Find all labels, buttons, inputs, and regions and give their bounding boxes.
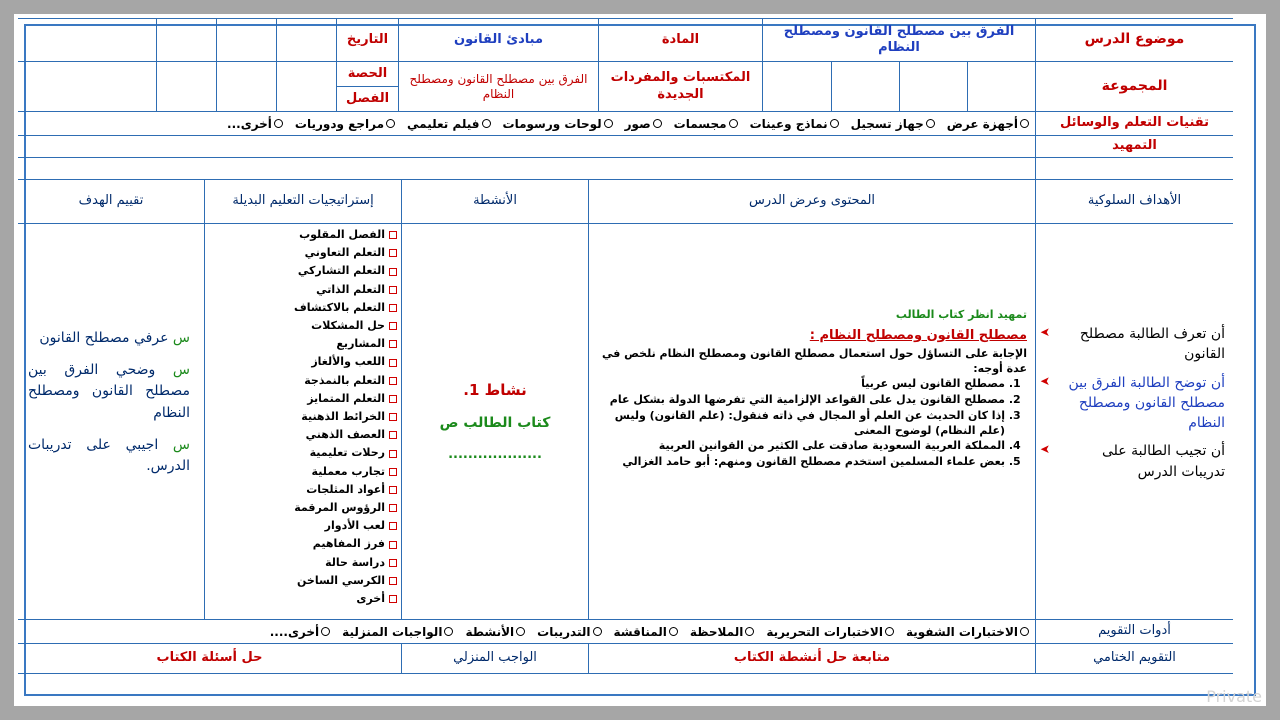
strategy-label: دراسة حالة <box>325 555 385 569</box>
content-column <box>588 224 1035 619</box>
checkbox-icon[interactable] <box>389 559 397 567</box>
group-cell-3 <box>831 62 899 111</box>
final-label: التقويم الختامي <box>1035 644 1233 673</box>
checkbox-icon[interactable] <box>389 595 397 603</box>
strategy-item[interactable] <box>205 281 397 299</box>
content-point: 3. إذا كان الحديث عن العلم أو المجال في ذاته فنقول: (علم القانون) وليس (علم النظام) لوضوح المعنى <box>599 409 1005 439</box>
strategy-item[interactable] <box>205 262 397 280</box>
radio-icon[interactable] <box>386 119 395 128</box>
option-label: أخرى... <box>227 116 272 131</box>
checkbox-icon[interactable] <box>389 340 397 348</box>
strategy-item[interactable] <box>205 390 397 408</box>
strategy-label: التعلم بالاكتشاف <box>294 300 385 314</box>
eval-option-6[interactable] <box>342 625 453 639</box>
strategy-item[interactable] <box>205 517 397 535</box>
tech-option-8[interactable] <box>227 117 283 131</box>
period-cell-1 <box>276 62 336 111</box>
intro-label: التمهيد <box>1035 136 1233 157</box>
radio-icon[interactable] <box>274 119 283 128</box>
content-point: 1. مصطلح القانون ليس عربياً <box>599 377 1005 392</box>
assessment-column <box>18 224 204 619</box>
tech-options <box>227 112 1035 135</box>
checkbox-icon[interactable] <box>389 431 397 439</box>
tech-option-6[interactable] <box>407 117 491 131</box>
date-cell-4 <box>18 19 156 61</box>
content-point: 4. المملكة العربية السعودية صادقت على الكثير من القوانين العربية <box>599 439 1005 454</box>
objective-item <box>1040 373 1225 434</box>
strategy-item[interactable] <box>205 426 397 444</box>
assessment-text: اجيبي على تدريبات الدرس. <box>28 436 190 475</box>
group-cell-4 <box>762 62 831 111</box>
checkbox-icon[interactable] <box>389 268 397 276</box>
strategy-label: المشاريع <box>336 337 385 351</box>
strategy-item[interactable] <box>205 444 397 462</box>
strategy-label: التعلم الذاتي <box>316 282 385 296</box>
option-label: صور <box>624 116 651 131</box>
checkbox-icon[interactable] <box>389 304 397 312</box>
objective-item <box>1040 441 1225 482</box>
assessment-item <box>28 435 190 478</box>
col-objectives: الأهداف السلوكية <box>1035 180 1233 223</box>
activity-book: كتاب الطالب ص <box>439 415 551 431</box>
strategy-label: التعلم المتمايز <box>307 391 385 405</box>
eval-option-4[interactable] <box>537 625 601 639</box>
strategy-item[interactable] <box>205 335 397 353</box>
date-label: التاريخ <box>336 19 398 61</box>
objective-item <box>1040 324 1225 365</box>
radio-icon[interactable] <box>1020 627 1029 636</box>
class-label: الفصل <box>345 90 390 106</box>
strategy-label: التعلم التعاوني <box>304 246 385 260</box>
assessment-marker: س <box>168 330 190 346</box>
eval-option-5[interactable] <box>465 625 525 639</box>
radio-icon[interactable] <box>653 119 662 128</box>
objectives-column <box>1035 224 1233 619</box>
tech-option-4[interactable] <box>625 117 662 131</box>
strategy-label: رحلات تعليمية <box>309 446 385 460</box>
eval-option-2[interactable] <box>690 625 754 639</box>
activity-dots: ................... <box>448 447 542 462</box>
checkbox-icon[interactable] <box>389 468 397 476</box>
strategy-item[interactable] <box>205 463 397 481</box>
period-cell-2 <box>216 62 276 111</box>
strategy-label: الكرسي الساخن <box>297 573 385 587</box>
strategy-label: لعب الأدوار <box>324 519 385 533</box>
strategy-item[interactable] <box>205 317 397 335</box>
topic-value: الفرق بين مصطلح القانون ومصطلح النظام <box>762 19 1035 61</box>
option-label: مراجع ودوريات <box>294 116 385 131</box>
strategy-list <box>205 226 401 608</box>
checkbox-icon[interactable] <box>389 377 397 385</box>
homework-value: حل أسئلة الكتاب <box>156 650 263 666</box>
option-label: أخرى.... <box>269 624 320 639</box>
tech-option-0[interactable] <box>947 117 1029 131</box>
vocab-label: المكتسبات والمفردات الجديدة <box>598 62 762 111</box>
intro-blank-cell <box>1035 158 1233 179</box>
strategy-item[interactable] <box>205 572 397 590</box>
subject-value: مبادئ القانون <box>398 19 598 61</box>
eval-option-1[interactable] <box>766 625 894 639</box>
content-points <box>599 377 1027 470</box>
homework-label: الواجب المنزلي <box>401 644 588 673</box>
col-activities: الأنشطة <box>401 180 588 223</box>
subject-label: المادة <box>598 19 762 61</box>
option-label: الواجبات المنزلية <box>342 624 443 639</box>
radio-icon[interactable] <box>745 627 754 636</box>
strategy-label: أعواد المثلجات <box>306 482 385 496</box>
strategy-item[interactable] <box>205 372 397 390</box>
eval-tools-options <box>270 620 1035 643</box>
group-cell-1 <box>967 62 1035 111</box>
strategy-item[interactable] <box>205 590 397 608</box>
strategy-item[interactable] <box>205 408 397 426</box>
eval-option-7[interactable] <box>270 625 330 639</box>
tech-option-5[interactable] <box>503 117 613 131</box>
content-intro: تمهيد انظر كتاب الطالب <box>895 308 1027 321</box>
strategy-label: الرؤوس المرقمة <box>294 501 385 515</box>
activities-column <box>401 224 588 619</box>
radio-icon[interactable] <box>669 627 678 636</box>
strategy-label: التعلم التشاركي <box>297 264 385 278</box>
strategy-item[interactable] <box>205 499 397 517</box>
header-row-1 <box>18 18 1233 62</box>
radio-icon[interactable] <box>926 119 935 128</box>
tech-option-2[interactable] <box>750 117 839 131</box>
checkbox-icon[interactable] <box>389 413 397 421</box>
col-content: المحتوى وعرض الدرس <box>588 180 1035 223</box>
strategy-item[interactable] <box>205 226 397 244</box>
period-cell-4 <box>18 62 156 111</box>
content-question: الإجابة على التساؤل حول استعمال مصطلح القانون ومصطلح النظام نلخص في عدة أوجه: <box>601 347 1027 376</box>
option-label: جهاز تسجيل <box>850 116 924 131</box>
strategy-label: فرز المفاهيم <box>312 537 385 551</box>
assessment-item <box>28 360 190 425</box>
assessment-marker: س <box>155 361 191 378</box>
date-cell-3 <box>156 19 216 61</box>
period-cell-3 <box>156 62 216 111</box>
intro-row <box>18 136 1233 158</box>
tech-row <box>18 112 1233 136</box>
option-label: التدريبات <box>537 624 591 639</box>
eval-option-3[interactable] <box>614 625 678 639</box>
assessment-marker: س <box>158 436 190 453</box>
content-point: 5. بعض علماء المسلمين استخدم مصطلح القانون ومنهم: أبو حامد الغزالي <box>599 455 1005 470</box>
radio-icon[interactable] <box>729 119 738 128</box>
strategy-label: حل المشكلات <box>311 319 385 333</box>
checkbox-icon[interactable] <box>389 395 397 403</box>
objective-text: أن توضح الطالبة الفرق بين مصطلح القانون ومصطلح النظام <box>1068 374 1225 432</box>
checkbox-icon[interactable] <box>389 231 397 239</box>
header-row-2 <box>18 62 1233 112</box>
strategy-label: الخرائط الذهنية <box>301 410 385 424</box>
watermark: Private <box>1206 687 1262 706</box>
topic-label: موضوع الدرس <box>1035 19 1233 61</box>
strategy-label: الفصل المقلوب <box>299 228 385 241</box>
checkbox-icon[interactable] <box>389 504 397 512</box>
option-label: الاختبارات التحريرية <box>766 624 883 639</box>
group-cell-2 <box>899 62 967 111</box>
tech-option-7[interactable] <box>295 117 395 131</box>
strategy-label: أخرى <box>356 592 385 606</box>
option-label: أجهزة عرض <box>946 116 1018 131</box>
strategy-item[interactable] <box>205 299 397 317</box>
tech-option-3[interactable] <box>674 117 738 131</box>
arrow-icon: ➤ <box>1040 373 1051 388</box>
group-label: المجموعة <box>1035 62 1233 111</box>
col-assessment: تقييم الهدف <box>78 193 144 209</box>
option-label: الملاحظة <box>689 624 744 639</box>
checkbox-icon[interactable] <box>389 450 397 458</box>
strategies-column <box>204 224 401 619</box>
intro-blank-row <box>18 158 1233 180</box>
eval-tools-row <box>18 620 1233 644</box>
assessment-text: وضحي الفرق بين مصطلح القانون ومصطلح النظام <box>28 361 190 422</box>
columns-header-row <box>18 180 1233 224</box>
checkbox-icon[interactable] <box>389 359 397 367</box>
body-row <box>18 224 1233 620</box>
assessment-list <box>28 328 190 478</box>
col-strategies: إستراتيجيات التعليم البديلة <box>204 180 401 223</box>
objective-text: أن تعرف الطالبة مصطلح القانون <box>1079 326 1225 363</box>
lesson-plan-sheet <box>18 18 1233 688</box>
period-class-cell <box>336 62 398 111</box>
checkbox-icon[interactable] <box>389 577 397 585</box>
final-value: متابعة حل أنشطة الكتاب <box>588 644 1035 673</box>
checkbox-icon[interactable] <box>389 522 397 530</box>
assessment-text: عرفي مصطلح القانون <box>39 330 169 346</box>
radio-icon[interactable] <box>885 627 894 636</box>
checkbox-icon[interactable] <box>389 286 397 294</box>
tech-label: تقنيات التعلم والوسائل <box>1035 112 1233 135</box>
radio-icon[interactable] <box>604 119 613 128</box>
radio-icon[interactable] <box>444 627 453 636</box>
strategy-item[interactable] <box>205 535 397 553</box>
activity-title: نشاط 1. <box>463 381 527 399</box>
arrow-icon: ➤ <box>1040 325 1051 339</box>
strategy-label: العصف الذهني <box>305 428 385 442</box>
period-label: الحصة <box>337 62 398 87</box>
strategy-item[interactable] <box>205 353 397 371</box>
radio-icon[interactable] <box>1020 119 1029 128</box>
eval-tools-label: أدوات التقويم <box>1035 620 1233 643</box>
option-label: المناقشة <box>613 624 667 639</box>
strategy-label: تجارب معملية <box>311 464 385 478</box>
option-label: مجسمات <box>673 116 727 131</box>
content-body <box>599 308 1027 470</box>
option-label: الأنشطة <box>465 624 515 639</box>
radio-icon[interactable] <box>830 119 839 128</box>
tech-option-1[interactable] <box>851 117 935 131</box>
option-label: لوحات ورسومات <box>502 116 602 131</box>
strategy-item[interactable] <box>205 554 397 572</box>
assessment-item <box>28 328 190 350</box>
objectives-list <box>1040 324 1225 482</box>
strategy-label: التعلم بالنمذجة <box>304 373 385 387</box>
option-label: فيلم تعليمي <box>407 116 480 131</box>
option-label: نماذج وعينات <box>749 116 828 131</box>
strategy-item[interactable] <box>205 481 397 499</box>
date-cell-1 <box>276 19 336 61</box>
radio-icon[interactable] <box>321 627 330 636</box>
checkbox-icon[interactable] <box>389 249 397 257</box>
objective-text: أن تجيب الطالبة على تدريبات الدرس <box>1102 443 1225 480</box>
date-cell-2 <box>216 19 276 61</box>
strategy-item[interactable] <box>205 244 397 262</box>
radio-icon[interactable] <box>593 627 602 636</box>
checkbox-icon[interactable] <box>389 322 397 330</box>
content-point: 2. مصطلح القانون يدل على القواعد الإلزامية التي تفرضها الدولة بشكل عام <box>599 393 1005 408</box>
strategy-label: اللعب والألغاز <box>311 355 385 369</box>
vocab-value: الفرق بين مصطلح القانون ومصطلح النظام <box>398 62 598 111</box>
arrow-icon: ➤ <box>1040 442 1051 457</box>
eval-option-0[interactable] <box>906 625 1029 639</box>
option-label: الاختبارات الشفوية <box>905 624 1018 639</box>
checkbox-icon[interactable] <box>389 541 397 549</box>
radio-icon[interactable] <box>516 627 525 636</box>
final-row <box>18 644 1233 674</box>
content-heading: مصطلح القانون ومصطلح النظام : <box>809 327 1027 343</box>
checkbox-icon[interactable] <box>389 486 397 494</box>
radio-icon[interactable] <box>482 119 491 128</box>
